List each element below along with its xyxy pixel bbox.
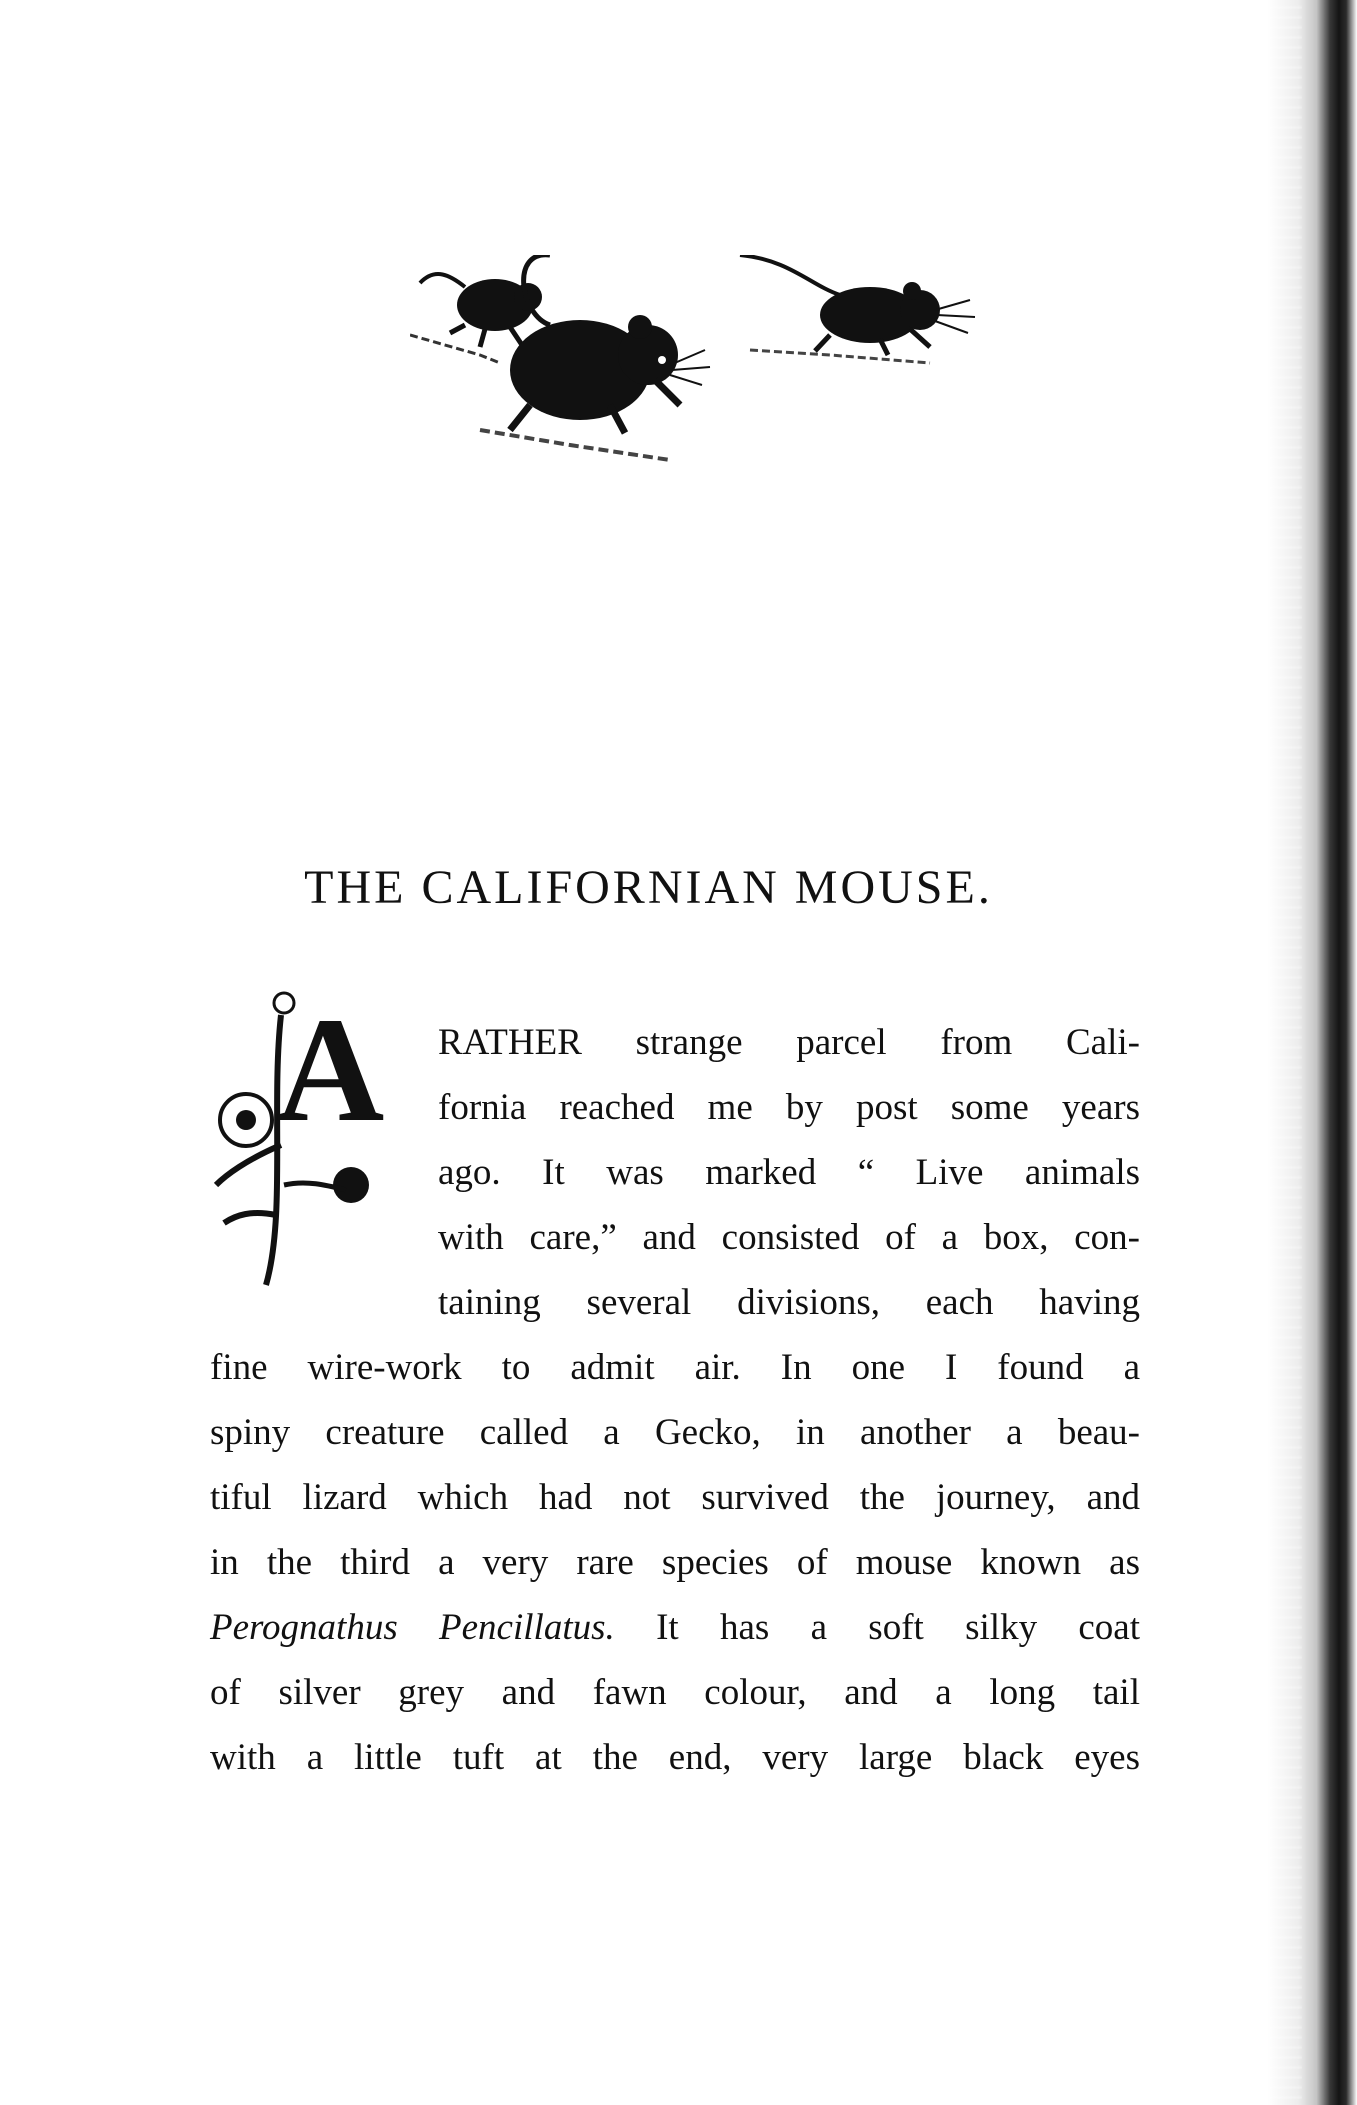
text-line-3: ago. It was marked “ Live animals [438, 1152, 1140, 1193]
text-line-1: RATHER strange parcel from Cali- [438, 1022, 1140, 1063]
text-line-6: fine wire-work to admit air. In one I found a [210, 1347, 1140, 1388]
three-mice-running-vignette-icon [410, 255, 990, 515]
drop-cap-letter: A [276, 987, 385, 1153]
text-line-9: in the third a very rare species of mouse known as [210, 1542, 1140, 1583]
text-line-8: tiful lizard which had not survived the journey, and [210, 1477, 1140, 1518]
species-name: Perognathus Pencillatus. [210, 1607, 615, 1648]
chapter-title: THE CALIFORNIAN MOUSE. [304, 861, 993, 914]
text-line-10 [210, 1595, 1140, 1660]
text-line-7: spiny creature called a Gecko, in another a beau- [210, 1412, 1140, 1453]
scan-binding-texture [1262, 0, 1302, 2105]
body-text [210, 1010, 1140, 1790]
text-line-5: taining several divisions, each having [438, 1282, 1140, 1323]
text-line-11: of silver grey and fawn colour, and a long tail [210, 1672, 1140, 1713]
text-line-2: fornia reached me by post some years [438, 1087, 1140, 1128]
text-line-12: with a little tuft at the end, very large black eyes [210, 1737, 1140, 1778]
text-line-10-rest: It has a soft silky coat [656, 1607, 1140, 1648]
right-mouse-icon [740, 255, 975, 363]
text-line-4: with care,” and consisted of a box, con- [438, 1217, 1140, 1258]
